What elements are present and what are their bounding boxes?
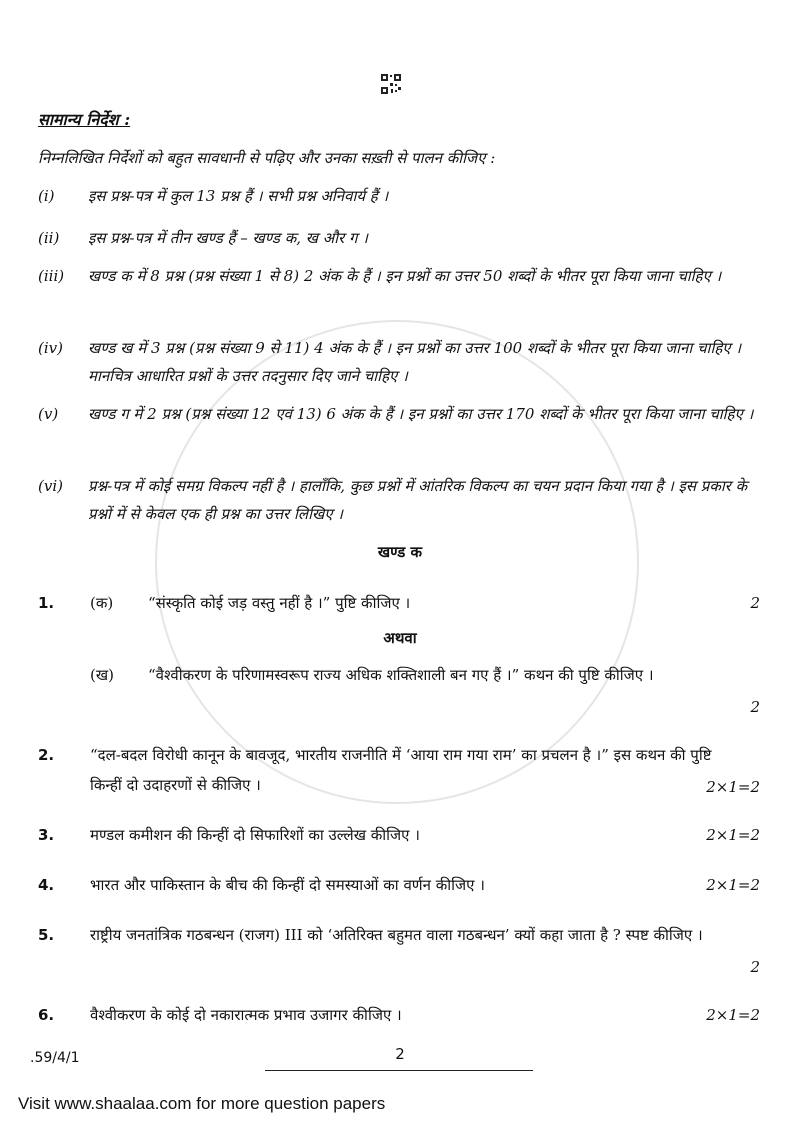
instruction-number: (iv): [38, 339, 63, 357]
question-marks: 2×1=2: [706, 876, 760, 894]
instruction-text: खण्ड ग में 2 प्रश्न (प्रश्न संख्या 12 एवं 13) 6 अंक के हैं । इन प्रश्नों का उत्तर 170 शब्दों के भीतर पूरा किया जाना चाहिए ।: [88, 405, 754, 423]
question-number: 1.: [38, 594, 55, 612]
instruction-number: (iii): [38, 267, 65, 285]
question-number: 3.: [38, 826, 55, 844]
question-number: 2.: [38, 746, 55, 764]
question-marks: 2: [750, 698, 760, 716]
question-marks: 2×1=2: [706, 778, 760, 796]
instruction-text: खण्ड क में 8 प्रश्न (प्रश्न संख्या 1 से 8) 2 अंक के हैं । इन प्रश्नों का उत्तर 50 शब्दों के भीतर पूरा किया जाना चाहिए ।: [88, 267, 722, 285]
question-marks: 2: [750, 958, 760, 976]
section-title: खण्ड क: [377, 543, 423, 561]
watermark-circle: [155, 320, 639, 804]
question-text: भारत और पाकिस्तान के बीच की किन्हीं दो समस्याओं का वर्णन कीजिए ।: [90, 876, 485, 894]
instruction-number: (v): [38, 405, 59, 423]
instruction-number: (vi): [38, 477, 63, 495]
paper-code: .59/4/1: [30, 1050, 80, 1066]
question-text: “संस्कृति कोई जड़ वस्तु नहीं है ।” पुष्टि कीजिए ।: [148, 594, 411, 612]
instruction-text: प्रश्न-पत्र में कोई समग्र विकल्प नहीं है । हालाँकि, कुछ प्रश्नों में आंतरिक विकल्प का चयन प्रदान किया गया है । इस प्रकार के प्रश्नों में से केवल एक ही प्रश्न का उत्तर लिखिए ।: [88, 477, 748, 523]
footer-rule: [265, 1070, 533, 1071]
option-label: (ख): [90, 666, 114, 684]
question-number: 6.: [38, 1006, 55, 1024]
question-number: 5.: [38, 926, 55, 944]
visit-link-text: Visit www.shaalaa.com for more question papers: [18, 1094, 386, 1113]
instruction-text: खण्ड ख में 3 प्रश्न (प्रश्न संख्या 9 से 11) 4 अंक के हैं । इन प्रश्नों का उत्तर 100 शब्दों के भीतर पूरा किया जाना चाहिए । मानचित्र आधारित प्रश्नों के उत्तर तदनुसार दिए जाने चाहिए ।: [88, 339, 742, 385]
question-number: 4.: [38, 876, 55, 894]
or-divider: अथवा: [383, 629, 417, 647]
question-marks: 2×1=2: [706, 826, 760, 844]
question-marks: 2×1=2: [706, 1006, 760, 1024]
question-text: मण्डल कमीशन की किन्हीं दो सिफारिशों का उल्लेख कीजिए ।: [90, 826, 420, 844]
page-number: 2: [395, 1045, 405, 1063]
question-text: “वैश्वीकरण के परिणामस्वरूप राज्य अधिक शक्तिशाली बन गए हैं ।” कथन की पुष्टि कीजिए ।: [148, 666, 654, 684]
question-text: राष्ट्रीय जनतांत्रिक गठबन्धन (राजग) III को ‘अतिरिक्त बहुमत वाला गठबन्धन’ क्यों कहा जाता है ? स्पष्ट कीजिए ।: [90, 926, 703, 944]
instruction-number: (ii): [38, 229, 60, 247]
instruction-number: (i): [38, 187, 55, 205]
question-marks: 2: [750, 594, 760, 612]
instruction-text: इस प्रश्न-पत्र में तीन खण्ड हैं – खण्ड क, ख और ग ।: [88, 229, 368, 247]
instructions-intro: निम्नलिखित निर्देशों को बहुत सावधानी से पढ़िए और उनका सख़्ती से पालन कीजिए :: [38, 149, 496, 167]
instruction-text: इस प्रश्न-पत्र में कुल 13 प्रश्न हैं । सभी प्रश्न अनिवार्य हैं ।: [88, 187, 389, 205]
qr-code-icon: [381, 74, 401, 94]
general-instructions-heading: सामान्य निर्देश :: [38, 110, 131, 129]
question-text: वैश्वीकरण के कोई दो नकारात्मक प्रभाव उजागर कीजिए ।: [90, 1006, 402, 1024]
option-label: (क): [90, 594, 114, 612]
question-text: “दल-बदल विरोधी कानून के बावजूद, भारतीय राजनीति में ‘आया राम गया राम’ का प्रचलन है ।” इस कथन की पुष्टि किन्हीं दो उदाहरणों से कीजिए ।: [90, 746, 712, 794]
